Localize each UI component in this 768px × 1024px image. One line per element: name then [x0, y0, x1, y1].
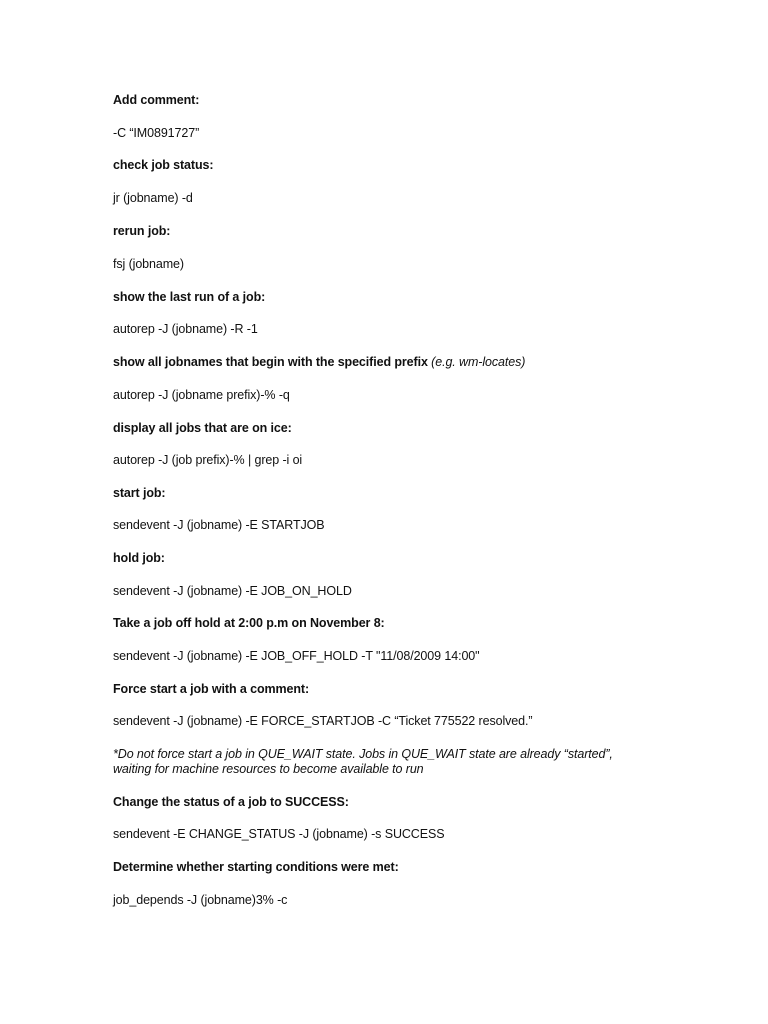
- command-jobnames-prefix: autorep -J (jobname prefix)-% -q: [113, 388, 290, 402]
- heading-add-comment: Add comment:: [113, 93, 200, 107]
- heading-force-start: Force start a job with a comment:: [113, 682, 310, 696]
- heading-hold-job: hold job:: [113, 551, 165, 565]
- heading-starting-conditions: Determine whether starting conditions were met:: [113, 860, 399, 874]
- heading-check-job-status: check job status:: [113, 158, 214, 172]
- command-starting-conditions: job_depends -J (jobname)3% -c: [113, 893, 288, 907]
- heading-change-status: Change the status of a job to SUCCESS:: [113, 795, 349, 809]
- command-jobs-on-ice: autorep -J (job prefix)-% | grep -i oi: [113, 453, 303, 467]
- heading-off-hold: Take a job off hold at 2:00 p.m on November 8:: [113, 616, 385, 630]
- command-change-status: sendevent -E CHANGE_STATUS -J (jobname) -s SUCCESS: [113, 827, 445, 841]
- note-que-wait: *Do not force start a job in QUE_WAIT state. Jobs in QUE_WAIT state are already “started”, waiting for machine resources to become available to run: [113, 747, 613, 776]
- command-rerun-job: fsj (jobname): [113, 257, 184, 271]
- command-add-comment: -C “IM0891727”: [113, 126, 200, 140]
- command-hold-job: sendevent -J (jobname) -E JOB_ON_HOLD: [113, 584, 352, 598]
- heading-jobnames-prefix-text: show all jobnames that begin with the specified prefix: [113, 355, 428, 369]
- heading-jobnames-prefix: [113, 355, 525, 370]
- heading-start-job: start job:: [113, 486, 166, 500]
- command-check-job-status: jr (jobname) -d: [113, 191, 193, 205]
- heading-jobnames-prefix-example: (e.g. wm-locates): [431, 355, 526, 369]
- heading-rerun-job: rerun job:: [113, 224, 171, 238]
- heading-jobs-on-ice: display all jobs that are on ice:: [113, 421, 292, 435]
- command-off-hold: sendevent -J (jobname) -E JOB_OFF_HOLD -T "11/08/2009 14:00": [113, 649, 480, 663]
- heading-last-run: show the last run of a job:: [113, 290, 266, 304]
- command-last-run: autorep -J (jobname) -R -1: [113, 322, 258, 336]
- command-start-job: sendevent -J (jobname) -E STARTJOB: [113, 518, 325, 532]
- command-force-start: sendevent -J (jobname) -E FORCE_STARTJOB -C “Ticket 775522 resolved.”: [113, 714, 533, 728]
